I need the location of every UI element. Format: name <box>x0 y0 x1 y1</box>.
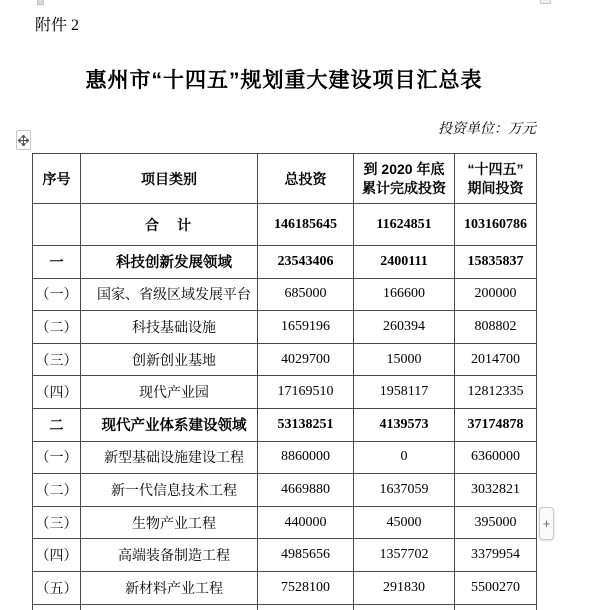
cell-2020-investment: 2400111 <box>354 246 455 279</box>
table-row <box>33 539 537 572</box>
cell-period-investment: 6360000 <box>455 441 537 474</box>
cell-serial: （二） <box>33 311 81 344</box>
cell-total-investment: 8860000 <box>258 441 354 474</box>
cell-category: 现代产业园 <box>81 376 258 409</box>
move-icon <box>18 135 29 146</box>
cell-total-investment: 7528100 <box>258 571 354 604</box>
cell-2020-investment: 15000 <box>354 343 455 376</box>
cell-category: 生物产业工程 <box>81 506 258 539</box>
cell-serial: （一） <box>33 441 81 474</box>
table-row-section-2 <box>33 408 537 441</box>
cell-category: 现代产业体系建设领域 <box>81 408 258 441</box>
cell-2020-investment: 166600 <box>354 278 455 311</box>
attachment-label: 附件 2 <box>35 17 80 34</box>
cell-category: 新一代信息技术工程 <box>81 474 258 507</box>
cell-total-investment: 685000 <box>258 278 354 311</box>
cell-total-investment: 4029700 <box>258 343 354 376</box>
table-row-section-1 <box>33 246 537 279</box>
cell-total-investment: 4669880 <box>258 474 354 507</box>
table-row <box>33 376 537 409</box>
cell-period-investment: 3032821 <box>455 474 537 507</box>
cell-period-investment: 395000 <box>455 506 537 539</box>
cell-serial: （三） <box>33 343 81 376</box>
col-header-total-investment: 总投资 <box>258 154 354 204</box>
table-move-handle[interactable] <box>16 130 31 150</box>
cell-2020-investment: 45000 <box>354 506 455 539</box>
cell-2020-investment: 1958117 <box>354 376 455 409</box>
cell-serial: （五） <box>33 571 81 604</box>
cell-2020-investment: 4139573 <box>354 408 455 441</box>
cell-category: 国家、省级区域发展平台 <box>81 278 258 311</box>
col-header-2020-investment: 到 2020 年底 累计完成投资 <box>354 154 455 204</box>
cell-category: 高端装备制造工程 <box>81 539 258 572</box>
table-row <box>33 441 537 474</box>
header-row <box>33 154 537 204</box>
cell-category: 科技基础设施 <box>81 311 258 344</box>
cell-period-investment: 2014700 <box>455 343 537 376</box>
cell-period-investment: 200000 <box>455 278 537 311</box>
cell-serial <box>33 204 81 246</box>
cell-2020-investment: 260394 <box>354 311 455 344</box>
clipped-ui-artifact-right <box>540 0 551 4</box>
table-row <box>33 474 537 507</box>
cell-period-investment: 808802 <box>455 311 537 344</box>
cell-serial: （二） <box>33 474 81 507</box>
add-row-button[interactable] <box>539 507 554 540</box>
cell-category: 合 计 <box>81 204 258 246</box>
cell-2020-investment: 1637059 <box>354 474 455 507</box>
projects-summary-table <box>32 153 537 610</box>
table-row <box>33 343 537 376</box>
cell-category: 创新创业基地 <box>81 343 258 376</box>
cell-period-investment: 5500270 <box>455 571 537 604</box>
cell-total-investment: 4985656 <box>258 539 354 572</box>
cell-period-investment: 12812335 <box>455 376 537 409</box>
col-header-category: 项目类别 <box>81 154 258 204</box>
cell-total-investment: 17169510 <box>258 376 354 409</box>
table-row <box>33 571 537 604</box>
cell-total-investment: 146185645 <box>258 204 354 246</box>
cell-serial: （三） <box>33 506 81 539</box>
cell-category: 科技创新发展领域 <box>81 246 258 279</box>
cell-serial: （四） <box>33 539 81 572</box>
investment-unit-note: 投资单位：万元 <box>438 122 536 137</box>
cell-2020-investment: 291830 <box>354 571 455 604</box>
table-row <box>33 506 537 539</box>
cell-total-investment: 23543406 <box>258 246 354 279</box>
cell-serial: （一） <box>33 278 81 311</box>
cell-category: 新材料产业工程 <box>81 571 258 604</box>
cell-2020-investment: 11624851 <box>354 204 455 246</box>
page-title: 惠州市“十四五”规划重大建设项目汇总表 <box>85 69 483 92</box>
table-row <box>33 311 537 344</box>
cell-serial: 二 <box>33 408 81 441</box>
cell-2020-investment: 1357702 <box>354 539 455 572</box>
col-header-period-investment: “十四五” 期间投资 <box>455 154 537 204</box>
cell-period-investment: 15835837 <box>455 246 537 279</box>
cell-period-investment: 3379954 <box>455 539 537 572</box>
cell-serial: 一 <box>33 246 81 279</box>
cell-total-investment: 53138251 <box>258 408 354 441</box>
cell-total-investment: 1659196 <box>258 311 354 344</box>
col-header-serial: 序号 <box>33 154 81 204</box>
cell-total-investment: 440000 <box>258 506 354 539</box>
plus-icon: + <box>542 516 551 531</box>
cell-period-investment: 37174878 <box>455 408 537 441</box>
table-row-total <box>33 204 537 246</box>
table-row <box>33 278 537 311</box>
cell-2020-investment: 0 <box>354 441 455 474</box>
cell-period-investment: 103160786 <box>455 204 537 246</box>
cell-category: 新型基础设施建设工程 <box>81 441 258 474</box>
cell-serial: （四） <box>33 376 81 409</box>
table-row-clipped <box>33 604 537 610</box>
clipped-ui-artifact-left <box>37 0 44 5</box>
